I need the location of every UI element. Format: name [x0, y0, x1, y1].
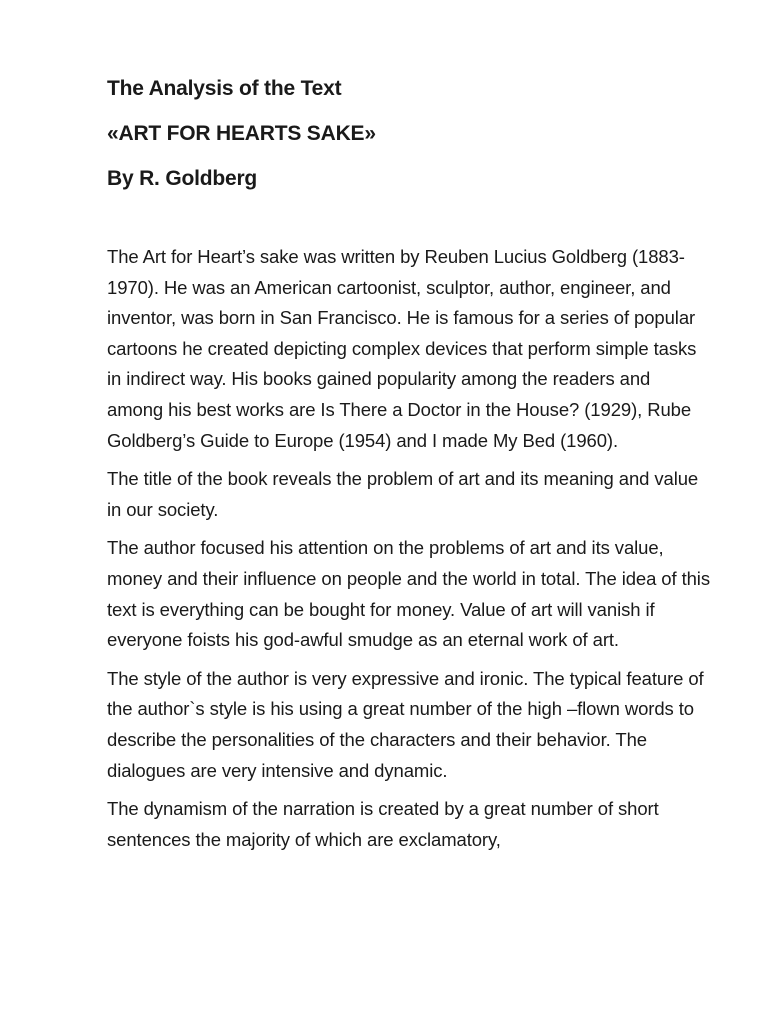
document-title: The Analysis of the Text [107, 77, 342, 100]
paragraph-main-idea: The author focused his attention on the problems of art and its value, money and their influence on people and the world in total. The idea of this text is everything can be bought for money. Value of art will vanish if everyone foists his god-awful smudge as an eternal work of art. [107, 537, 710, 651]
paragraph-author-bio: The Art for Heart’s sake was written by Reuben Lucius Goldberg (1883-1970). He was an American cartoonist, sculptor, author, engineer, and inventor, was born in San Francisco. He is famous for a series of popular cartoons he created depicting complex devices that perform simple tasks in indirect way. His books gained popularity among the readers and among his best works are Is There a Doctor in the House? (1929), Rube Goldberg’s Guide to Europe (1954) and I made My Bed (1960). [107, 246, 697, 451]
paragraph-title-meaning: The title of the book reveals the problem of art and its meaning and value in our society. [107, 468, 699, 520]
paragraph-dynamism: The dynamism of the narration is created by a great number of short sentences the majority of which are exclamatory, [107, 798, 659, 850]
paragraph-style: The style of the author is very expressive and ironic. The typical feature of the author`s style is his using a great number of the high –flown words to describe the personalities of the characters and their behavior. The dialogues are very intensive and dynamic. [107, 667, 704, 781]
work-title: «ART FOR HEARTS SAKE» [107, 122, 376, 145]
author-byline: By R. Goldberg [107, 167, 258, 190]
